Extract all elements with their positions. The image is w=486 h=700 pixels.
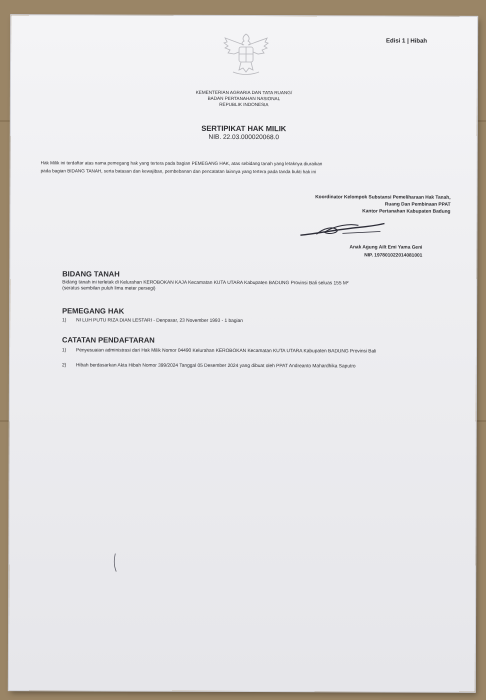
list-item <box>62 348 436 355</box>
item-number: 2) <box>61 363 67 369</box>
registration-note: Penyesuaian administrasi dari Hak Milik Nomor 04490 Kelurahan KEROBOKAN Kecamatan KUTA UTARA Kabupaten BADUNG Provinsi Bali <box>75 348 377 355</box>
registration-note: Hibah berdasarkan Akta Hibah Nomor 399/2024 Tanggal 05 Desember 2024 yang dibuat oleh PPAT Andreanto Mahardhika Saputro <box>75 363 356 370</box>
bidang-tanah-heading: BIDANG TANAH <box>62 269 120 279</box>
list-item <box>62 363 436 370</box>
ministry-line: BADAN PERTANAHAN NASIONAL <box>207 95 281 102</box>
office-line: Kantor Pertanahan Kabupaten Badung <box>362 209 451 215</box>
role-line: Koordinator Kelompok Substansi Pemeliharaan Hak Tanah, <box>315 195 451 201</box>
certificate-page <box>9 15 477 692</box>
nib-number: NIB. 22.03.000020068.0 <box>208 133 280 142</box>
signer-name: Anak Agung Ailt Emi Yama Geni <box>349 245 423 251</box>
ministry-line: REPUBLIK INDONESIA <box>219 101 269 108</box>
intro-line: pada bagian BIDANG TANAH, serta batasan dan kewajiban, pembebanan dan pencatatan lainnya yang tertera pada tanda bukti hak ini <box>40 168 317 175</box>
garuda-emblem-icon <box>221 30 271 78</box>
ministry-heading <box>11 89 477 109</box>
item-number: 1) <box>62 318 67 324</box>
pen-mark <box>112 553 118 573</box>
ministry-line: KEMENTERIAN AGRARIA DAN TATA RUANG/ <box>195 89 293 96</box>
signature-mark <box>298 219 388 239</box>
item-number: 1) <box>61 348 67 354</box>
holder-entry: NI LUH PUTU RIZA DIAN LESTARI - Denpasar, 23 November 1993 - 1 bagian <box>76 318 243 324</box>
land-area-words: (seratus sembilan puluh lima meter persegi) <box>62 286 156 292</box>
catatan-pendaftaran-heading: CATATAN PENDAFTARAN <box>62 335 155 345</box>
intro-paragraph <box>41 159 441 176</box>
bidang-tanah-text <box>62 280 436 293</box>
list-item <box>62 318 436 325</box>
pemegang-hak-heading: PEMEGANG HAK <box>62 306 125 316</box>
signatory-role <box>240 194 450 216</box>
signer-nip: NIP. 197801022014081001 <box>364 253 423 259</box>
document-title: SERTIPIKAT HAK MILIK <box>201 123 287 134</box>
intro-line: Hak Milik ini terdaftar atas nama pemegang hak yang tertera pada bagian PEMEGANG HAK, atas sebidang tanah yang letaknya diuraikan <box>40 160 323 167</box>
edition-label: Edisi 1 | Hibah <box>386 38 428 45</box>
signer-block <box>240 244 422 261</box>
role-line: Ruang Dan Pembinaan PPAT <box>384 202 451 208</box>
land-description: Bidang tanah ini terletak di Kelurahan KEROBOKAN KAJA Kecamatan KUTA UTARA Kabupaten BADUNG Provinsi Bali seluas 155 M² <box>62 280 349 287</box>
